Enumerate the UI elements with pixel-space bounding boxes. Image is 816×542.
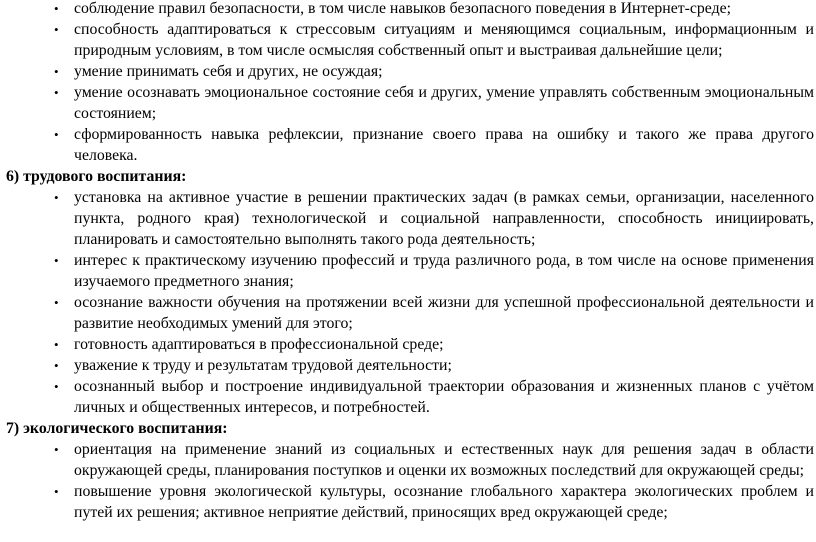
list-item: [0, 355, 816, 376]
list-item: [0, 61, 816, 82]
bullet-icon: •: [54, 484, 59, 499]
list-item: [0, 19, 816, 61]
bullet-icon: •: [54, 295, 59, 310]
list-item: [0, 439, 816, 481]
bullet-list: [0, 0, 816, 166]
list-item: [0, 376, 816, 418]
bullet-icon: •: [54, 190, 59, 205]
list-item-text: ориентация на применение знаний из социальных и естественных наук для решения задач в области окружающей среды, планирования поступков и оценки их возможных последствий для окружающей среды;: [74, 441, 814, 479]
list-item-text: осознанный выбор и построение индивидуальной траектории образования и жизненных планов с учётом личных и общественных интересов, и потребностей.: [74, 378, 814, 416]
list-item-text: осознание важности обучения на протяжении всей жизни для успешной профессиональной деятельности и развитие необходимых умений для этого;: [74, 294, 814, 332]
list-item-text: готовность адаптироваться в профессиональной среде;: [74, 336, 444, 353]
section-heading-labor: 6) трудового воспитания:: [6, 168, 187, 185]
bullet-icon: •: [54, 1, 59, 16]
bullet-icon: •: [54, 253, 59, 268]
bullet-icon: •: [54, 379, 59, 394]
list-item-text: интерес к практическому изучению профессий и труда различного рода, в том числе на основе применения изучаемого предметного знания;: [74, 252, 814, 290]
list-item: [0, 124, 816, 166]
bullet-icon: •: [54, 337, 59, 352]
list-item-text: сформированность навыка рефлексии, признание своего права на ошибку и такого же права другого человека.: [74, 126, 814, 164]
list-item-text: умение осознавать эмоциональное состояние себя и других, умение управлять собственным эмоциональным состоянием;: [74, 84, 814, 122]
list-item-text: умение принимать себя и других, не осуждая;: [74, 63, 383, 80]
list-item-text: установка на активное участие в решении практических задач (в рамках семьи, организации, населенного пункта, родного края) технологической и социальной направленности, способность инициировать, планировать и самостоятельно выполнять такого рода деятельность;: [74, 189, 814, 248]
list-item: [0, 0, 816, 19]
bullet-icon: •: [54, 358, 59, 373]
list-item: [0, 334, 816, 355]
list-item: [0, 187, 816, 250]
bullet-icon: •: [54, 64, 59, 79]
list-item: [0, 250, 816, 292]
section-heading-ecology: 7) экологического воспитания:: [6, 420, 228, 437]
bullet-icon: •: [54, 22, 59, 37]
list-item-text: уважение к труду и результатам трудовой деятельности;: [74, 357, 452, 374]
list-item-text: повышение уровня экологической культуры, осознание глобального характера экологических проблем и путей их решения; активное неприятие действий, приносящих вред окружающей среде;: [74, 483, 814, 521]
bullet-icon: •: [54, 127, 59, 142]
bullet-icon: •: [54, 85, 59, 100]
list-item: [0, 82, 816, 124]
list-item-text: способность адаптироваться к стрессовым ситуациям и меняющимся социальным, информационным и природным условиям, в том числе осмысляя собственный опыт и выстраивая дальнейшие цели;: [74, 21, 814, 59]
bullet-list: [0, 187, 816, 418]
list-item: [0, 292, 816, 334]
bullet-icon: •: [54, 442, 59, 457]
list-item-text: соблюдение правил безопасности, в том числе навыков безопасного поведения в Интернет-среде;: [74, 0, 732, 17]
bullet-list: [0, 439, 816, 523]
list-item: [0, 481, 816, 523]
